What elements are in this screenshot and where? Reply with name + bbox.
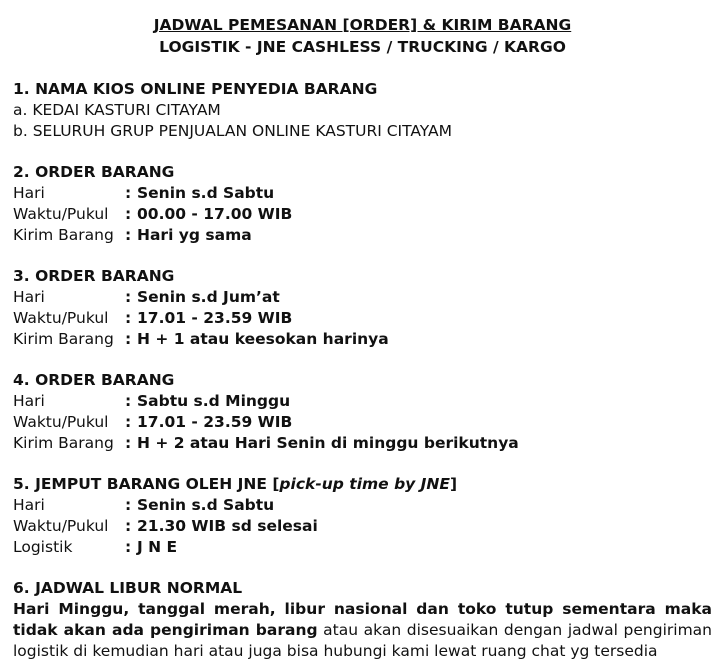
row-colon: : bbox=[125, 184, 132, 202]
title-line-1: JADWAL PEMESANAN [ORDER] & KIRIM BARANG bbox=[153, 16, 572, 34]
row-colon: : bbox=[125, 330, 132, 348]
row-value: Senin s.d Sabtu bbox=[137, 496, 275, 514]
row-value: 17.01 - 23.59 WIB bbox=[137, 413, 293, 431]
section-6-libur bbox=[13, 578, 712, 662]
row-value: 21.30 WIB sd selesai bbox=[137, 517, 318, 535]
row-colon: : bbox=[125, 496, 132, 514]
section-5-heading-italic: pick-up time by JNE bbox=[279, 475, 450, 493]
section-3-row-waktu bbox=[13, 308, 712, 329]
section-5-row-logistik bbox=[13, 537, 712, 558]
row-label: Hari bbox=[13, 184, 45, 202]
row-value: Senin s.d Jum’at bbox=[137, 288, 280, 306]
section-2-row-hari bbox=[13, 183, 712, 204]
row-label: Hari bbox=[13, 288, 45, 306]
section-3-heading: 3. ORDER BARANG bbox=[13, 267, 175, 285]
row-label: Waktu/Pukul bbox=[13, 413, 109, 431]
section-5-heading-suffix: ] bbox=[450, 475, 458, 493]
section-1-kios bbox=[13, 79, 712, 142]
row-colon: : bbox=[125, 288, 132, 306]
row-value: H + 2 atau Hari Senin di minggu berikutnya bbox=[137, 434, 519, 452]
section-2-row-waktu bbox=[13, 204, 712, 225]
row-label: Kirim Barang bbox=[13, 434, 114, 452]
row-label: Kirim Barang bbox=[13, 330, 114, 348]
row-value: Senin s.d Sabtu bbox=[137, 184, 275, 202]
section-2-heading: 2. ORDER BARANG bbox=[13, 163, 175, 181]
row-value: Sabtu s.d Minggu bbox=[137, 392, 291, 410]
document-title bbox=[13, 14, 712, 58]
section-2-row-kirim bbox=[13, 225, 712, 246]
section-4-row-waktu bbox=[13, 412, 712, 433]
section-5-heading-prefix: 5. JEMPUT BARANG OLEH JNE [ bbox=[13, 475, 280, 493]
section-6-bold-text: Hari Minggu, tanggal merah, libur nasional dan toko tutup sementara maka tidak akan ada pengiriman barang bbox=[13, 600, 712, 639]
section-1-item-a: a. KEDAI KASTURI CITAYAM bbox=[13, 101, 221, 119]
row-value: Hari yg sama bbox=[137, 226, 252, 244]
section-3-row-kirim bbox=[13, 329, 712, 350]
section-4-row-kirim bbox=[13, 433, 712, 454]
row-label: Hari bbox=[13, 496, 45, 514]
section-6-paragraph bbox=[13, 599, 712, 662]
row-colon: : bbox=[125, 309, 132, 327]
row-colon: : bbox=[125, 517, 132, 535]
row-colon: : bbox=[125, 205, 132, 223]
section-4-order bbox=[13, 370, 712, 454]
section-4-row-hari bbox=[13, 391, 712, 412]
section-5-pickup bbox=[13, 474, 712, 558]
row-colon: : bbox=[125, 413, 132, 431]
section-6-heading: 6. JADWAL LIBUR NORMAL bbox=[13, 579, 243, 597]
row-label: Hari bbox=[13, 392, 45, 410]
row-label: Kirim Barang bbox=[13, 226, 114, 244]
row-value: 00.00 - 17.00 WIB bbox=[137, 205, 293, 223]
section-2-order bbox=[13, 162, 712, 246]
row-value: H + 1 atau keesokan harinya bbox=[137, 330, 389, 348]
title-line-2: LOGISTIK - JNE CASHLESS / TRUCKING / KARGO bbox=[159, 38, 566, 56]
row-value: J N E bbox=[137, 538, 178, 556]
row-value: 17.01 - 23.59 WIB bbox=[137, 309, 293, 327]
section-5-row-waktu bbox=[13, 516, 712, 537]
section-3-row-hari bbox=[13, 287, 712, 308]
row-colon: : bbox=[125, 538, 132, 556]
row-label: Waktu/Pukul bbox=[13, 205, 109, 223]
section-3-order bbox=[13, 266, 712, 350]
row-colon: : bbox=[125, 434, 132, 452]
section-1-heading: 1. NAMA KIOS ONLINE PENYEDIA BARANG bbox=[13, 80, 378, 98]
row-colon: : bbox=[125, 392, 132, 410]
section-5-heading bbox=[13, 474, 712, 495]
row-label: Waktu/Pukul bbox=[13, 309, 109, 327]
row-label: Waktu/Pukul bbox=[13, 517, 109, 535]
row-colon: : bbox=[125, 226, 132, 244]
section-5-row-hari bbox=[13, 495, 712, 516]
section-4-heading: 4. ORDER BARANG bbox=[13, 371, 175, 389]
section-1-item-b: b. SELURUH GRUP PENJUALAN ONLINE KASTURI CITAYAM bbox=[13, 122, 453, 140]
row-label: Logistik bbox=[13, 538, 73, 556]
section-6-normal-text: atau akan disesuaikan dengan jadwal pengiriman logistik di kemudian hari atau juga bisa hubungi kami lewat ruang chat yg tersedia bbox=[13, 621, 712, 660]
